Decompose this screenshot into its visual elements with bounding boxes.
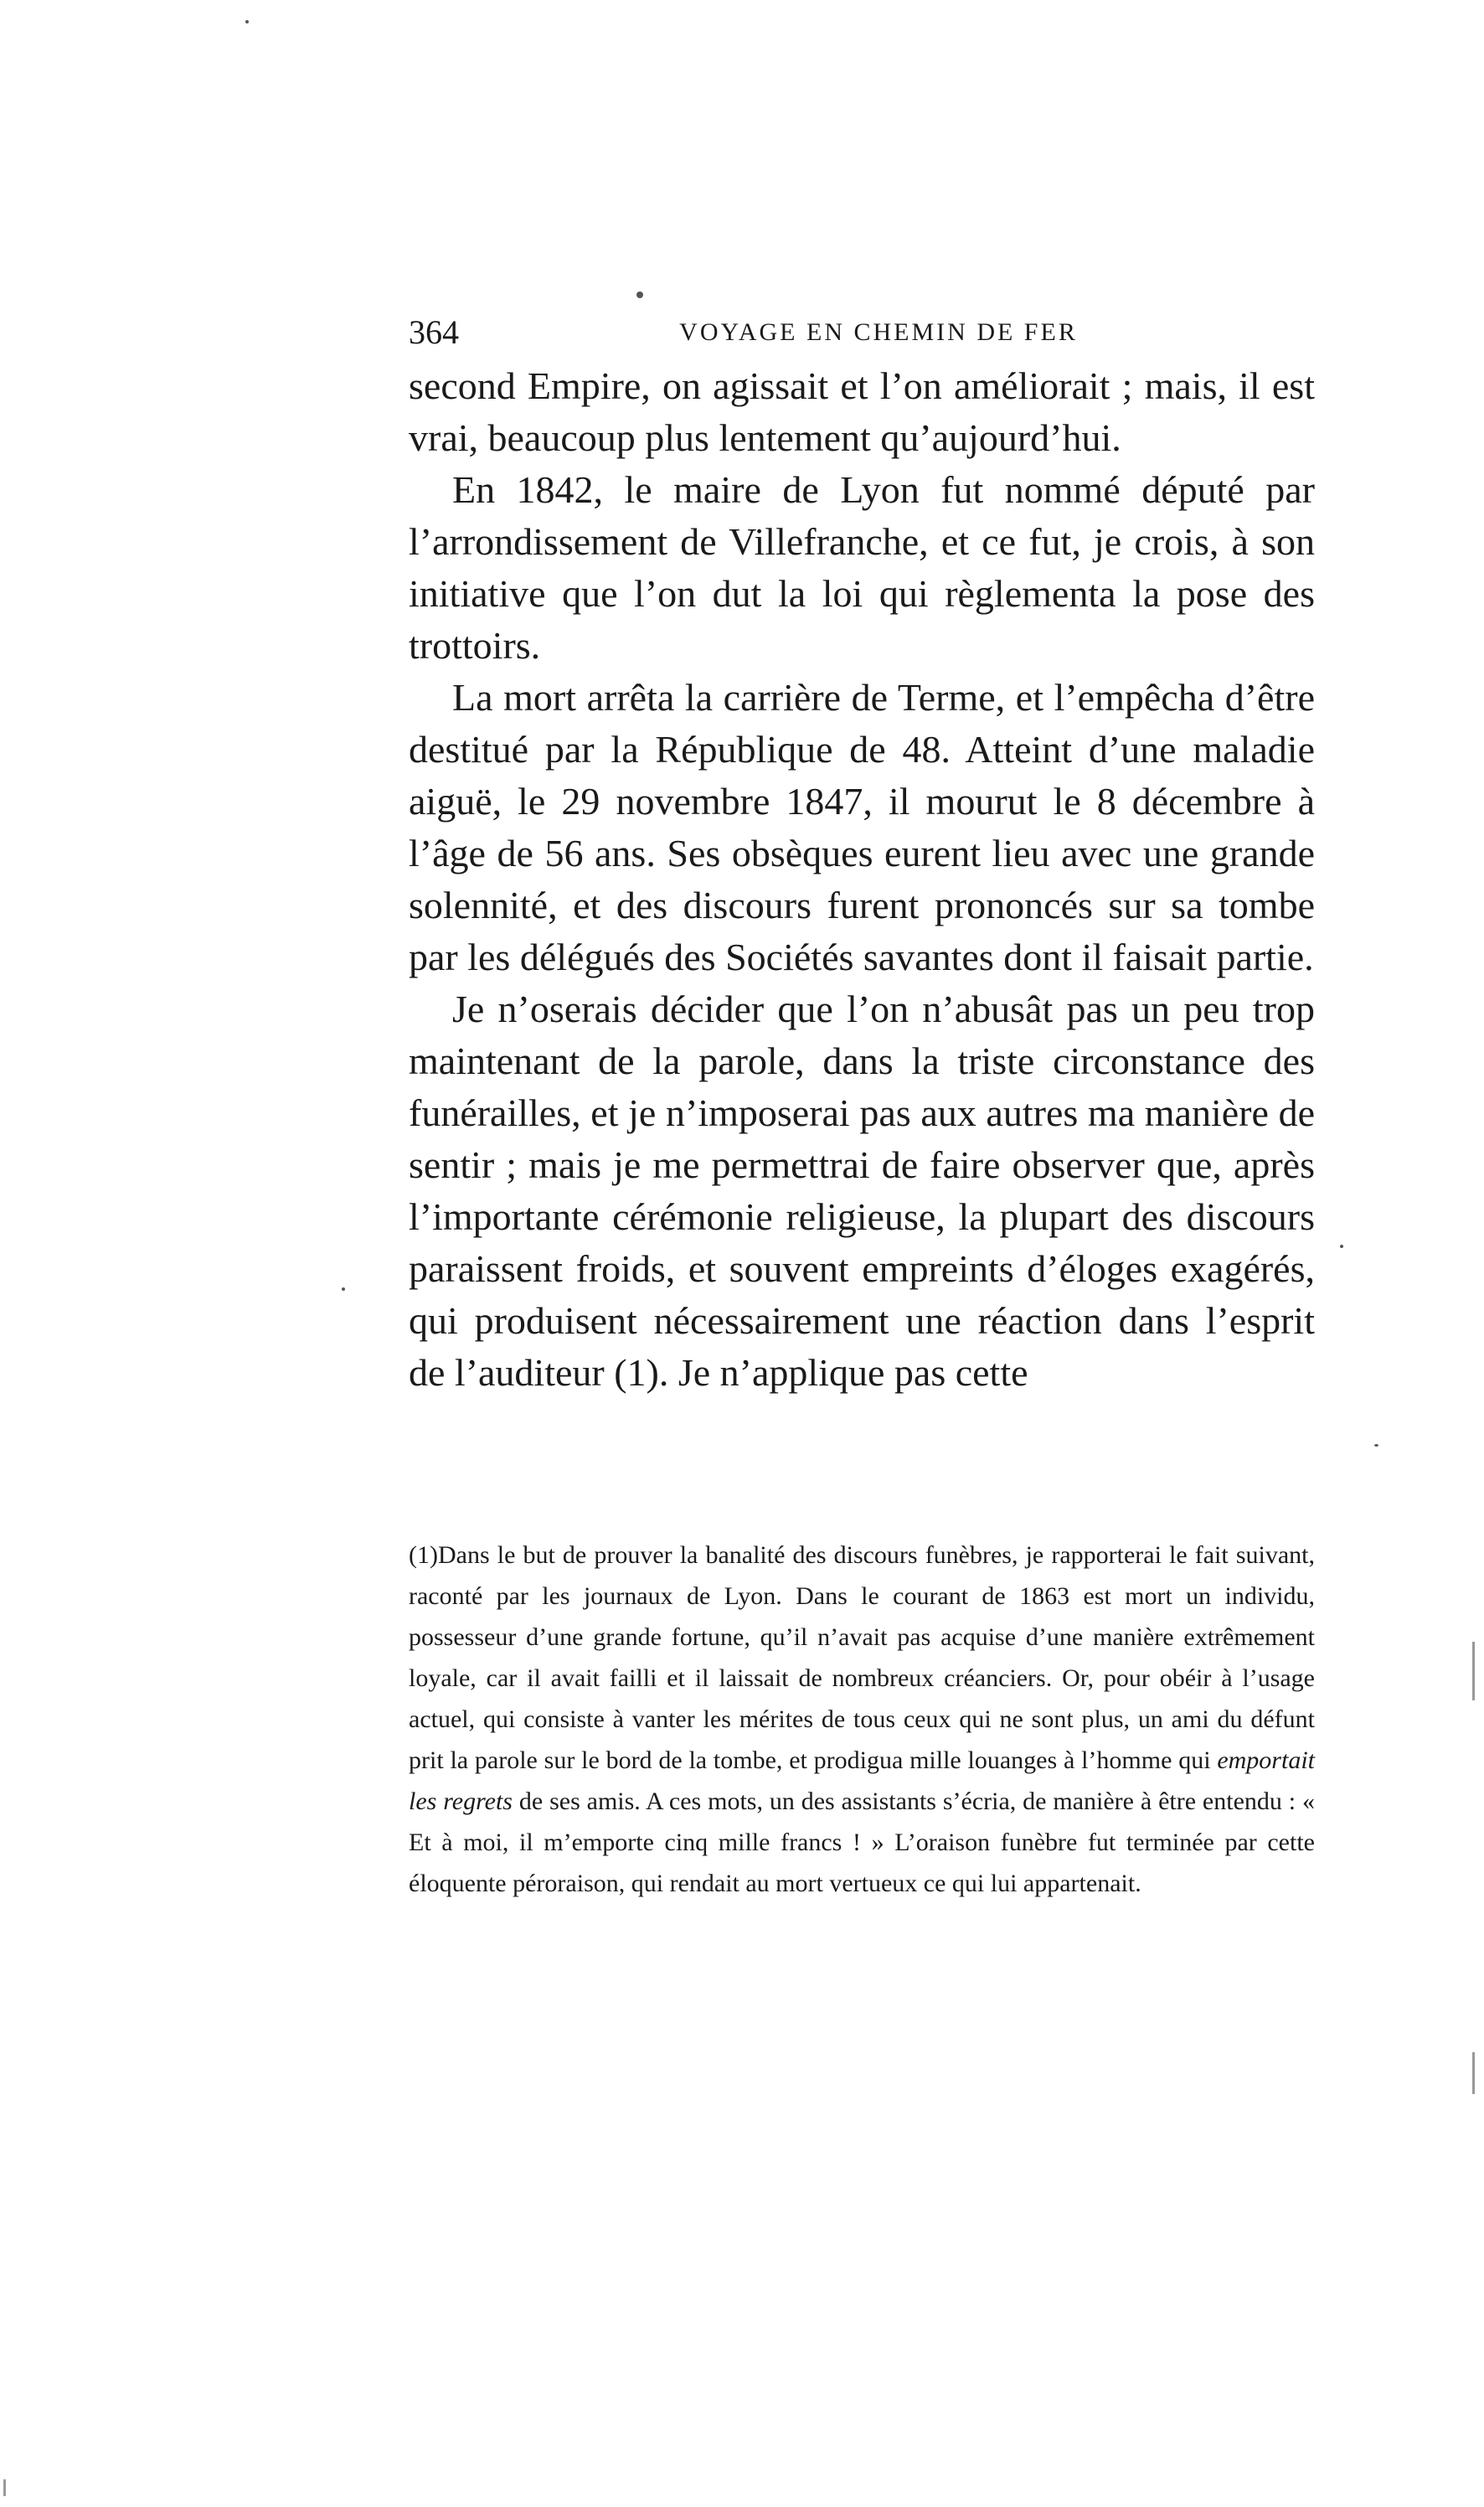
paragraph: La mort arrêta la carrière de Terme, et l’empêcha d’être destitué par la République de 48. Atteint d’une maladie aiguë, le 29 novembre 1847, il mourut le 8 décembre à l’âge de 56 ans. Ses obsèques eurent lieu avec une grande solennité, et des discours furent prononcés sur sa tombe par les délégués des Sociétés savantes dont il faisait partie. [409,676,1315,978]
scan-speck [1340,1245,1343,1248]
body-text [409,360,1315,1399]
scan-speck [245,20,249,23]
scan-speck [342,1287,345,1291]
footnote-text-start: Dans le but de prouver la banalité des discours funèbres, je rapporterai le fait suivant, raconté par les journaux de Lyon. Dans le courant de 1863 est mort un individu, possesseur d’une grande fortune, qu’il n’avait pas acquise d’une manière extrêmement loyale, car il avait failli et il laissait de nombreux créanciers. Or, pour obéir à l’usage actuel, qui consiste à vanter les mérites de tous ceux qui ne sont plus, un ami du défunt prit la parole sur le bord de la tombe, et prodigua mille louanges à l’homme qui [409,1541,1315,1774]
scan-edge-mark [1472,1642,1475,1700]
footnote-marker: (1) [409,1541,438,1569]
footnote-italic-phrase: emportait les regrets [409,1746,1315,1815]
scan-speck [636,291,643,298]
paragraph: Je n’oserais décider que l’on n’abusât pas un peu trop maintenant de la parole, dans la triste circonstance des funérailles, et je n’imposerai pas aux autres ma manière de sentir ; mais je me permettrai de faire observer que, après l’importante cérémonie religieuse, la plupart des discours paraissent froids, et souvent empreints d’éloges exagérés, qui produisent nécessairement une réaction dans l’esprit de l’auditeur (1). Je n’applique pas cette [409,988,1315,1394]
scan-edge-mark [3,2479,6,2496]
paragraph: En 1842, le maire de Lyon fut nommé député par l’arrondissement de Villefranche, et ce fut, je crois, à son initiative que l’on dut la loi qui règlementa la pose des trottoirs. [409,468,1315,667]
footnote [409,1535,1315,1904]
paragraph-continued: second Empire, on agissait et l’on améliorait ; mais, il est vrai, beaucoup plus lentement qu’aujourd’hui. [409,364,1315,459]
footnote-text-end: de ses amis. A ces mots, un des assistants s’écria, de manière à être entendu : « Et à moi, il m’emporte cinq mille francs ! » L’oraison funèbre fut terminée par cette éloquente péroraison, qui rendait au mort vertueux ce qui lui appartenait. [409,1787,1315,1897]
scan-edge-mark [1472,2052,1475,2094]
scan-speck [1374,1444,1378,1447]
page-number: 364 [409,313,459,351]
footnote-text [409,1535,1315,1904]
running-head [409,312,1315,353]
running-title: VOYAGE EN CHEMIN DE FER [679,318,1078,346]
